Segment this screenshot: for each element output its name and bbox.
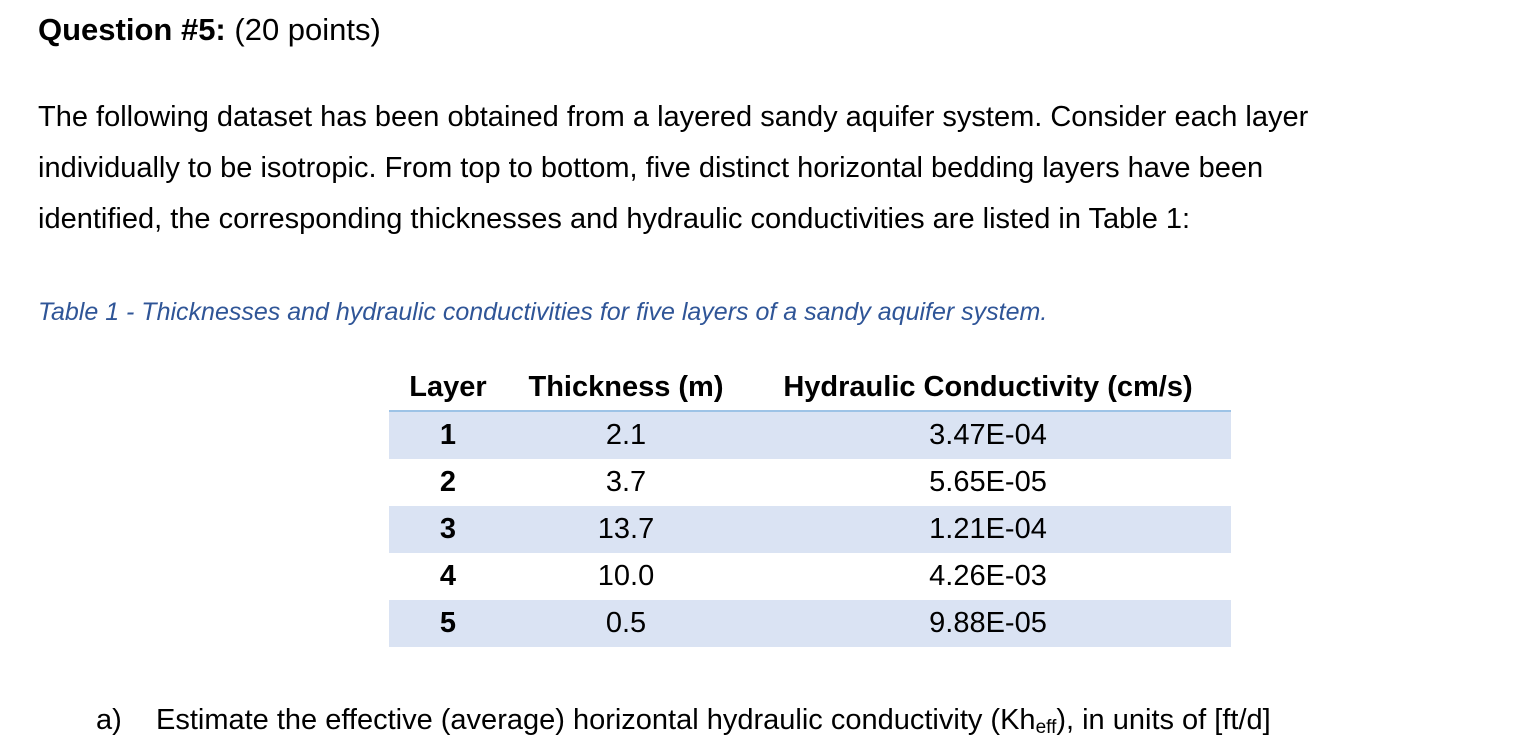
intro-line: individually to be isotropic. From top to bottom, five distinct horizontal bedding layers have been	[38, 152, 1264, 184]
header-thickness: Thickness (m)	[507, 364, 745, 411]
layer-cell: 5	[389, 600, 507, 647]
header-layer: Layer	[389, 364, 507, 411]
part-a-marker: a)	[96, 704, 122, 736]
table-row	[389, 600, 1231, 647]
table-row	[389, 411, 1231, 459]
part-a-text: Estimate the effective (average) horizontal hydraulic conductivity (Kh	[156, 704, 1036, 736]
table-row	[389, 506, 1231, 553]
header-conductivity: Hydraulic Conductivity (cm/s)	[745, 364, 1231, 411]
intro-paragraph	[38, 92, 1518, 245]
table-row	[389, 553, 1231, 600]
layer-cell: 3	[389, 506, 507, 553]
conductivity-cell: 5.65E-05	[929, 466, 1047, 498]
thickness-cell: 0.5	[507, 600, 745, 647]
layer-table	[389, 364, 1231, 647]
conductivity-cell: 1.21E-04	[745, 506, 1231, 553]
conductivity-cell: 4.26E-03	[929, 560, 1047, 592]
layer-cell: 2	[439, 466, 457, 498]
thickness-cell: 13.7	[507, 506, 745, 553]
thickness-cell: 3.7	[605, 466, 647, 498]
thickness-cell: 2.1	[507, 411, 745, 459]
part-a-subscript: eff	[1035, 717, 1057, 738]
thickness-cell: 10.0	[597, 560, 655, 592]
question-heading	[38, 10, 381, 50]
table-row	[389, 459, 1231, 506]
layer-cell: 1	[389, 411, 507, 459]
conductivity-cell: 9.88E-05	[745, 600, 1231, 647]
table-header-row	[389, 364, 1231, 411]
layer-cell: 4	[439, 560, 457, 592]
conductivity-cell: 3.47E-04	[745, 411, 1231, 459]
table-caption: Table 1 - Thicknesses and hydraulic conductivities for five layers of a sandy aquifer system.	[38, 298, 1048, 326]
part-a-text-end: ), in units of [ft/d]	[1056, 704, 1271, 736]
question-label: Question #5:	[38, 12, 226, 47]
intro-line: identified, the corresponding thicknesses and hydraulic conductivities are listed in Table 1:	[38, 203, 1191, 235]
part-a-question	[96, 700, 1271, 748]
question-points: (20 points)	[234, 12, 381, 47]
intro-line: The following dataset has been obtained from a layered sandy aquifer system. Consider each layer	[38, 101, 1309, 133]
